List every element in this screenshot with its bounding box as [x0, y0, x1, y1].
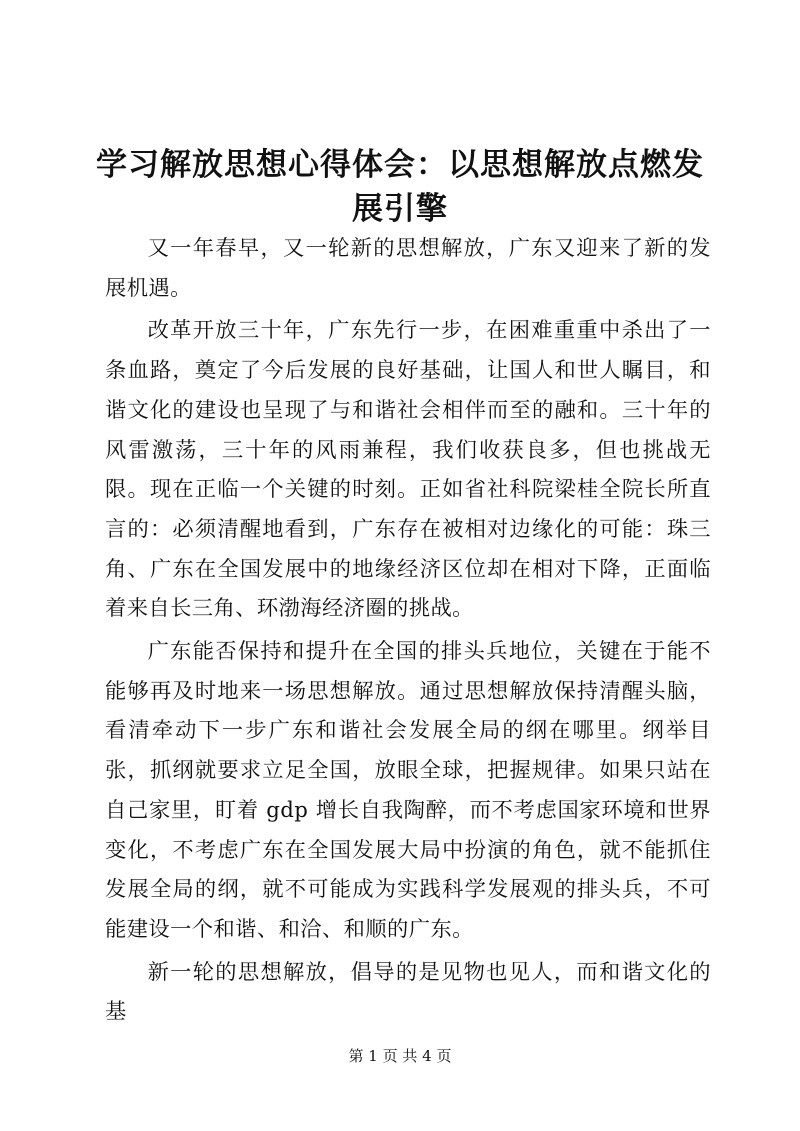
paragraph-3: 广东能否保持和提升在全国的排头兵地位，关键在于能不能够再及时地来一场思想解放。通过思想解放保持清醒头脑，看清牵动下一步广东和谐社会发展全局的纲在哪里。纲举目张，抓纲就要求立足全国，放眼全球，把握规律。如果只站在自己家里，盯着 gdp 增长自我陶醉，而不考虑国家环境和世界变化，不考虑广东在全国发展大局中扮演的角色，就不能抓住发展全局的纲，就不可能成为实践科学发展观的排头兵，不可能建设一个和谐、和洽、和顺的广东。: [105, 639, 711, 942]
paragraph-2: 改革开放三十年，广东先行一步，在困难重重中杀出了一条血路，奠定了今后发展的良好基础，让国人和世人瞩目，和谐文化的建设也呈现了与和谐社会相伴而至的融和。三十年的风雷激荡，三十年的风雨兼程，我们收获良多，但也挑战无限。现在正临一个关键的时刻。正如省社科院梁桂全院长所直言的：必须清醒地看到，广东存在被相对边缘化的可能：珠三角、广东在全国发展中的地缘经济区位却在相对下降，正面临着来自长三角、环渤海经济圈的挑战。: [105, 318, 711, 622]
page-title: 学习解放思想心得体会：以思想解放点燃发展引擎: [96, 147, 704, 227]
page-footer: 第 1 页 共 4 页: [348, 1047, 452, 1065]
paragraph-4: 新一轮的思想解放，倡导的是见物也见人，而和谐文化的基: [105, 959, 711, 1025]
document-body: [105, 229, 711, 1035]
paragraph-1: 又一年春早，又一轮新的思想解放，广东又迎来了新的发展机遇。: [105, 236, 711, 301]
